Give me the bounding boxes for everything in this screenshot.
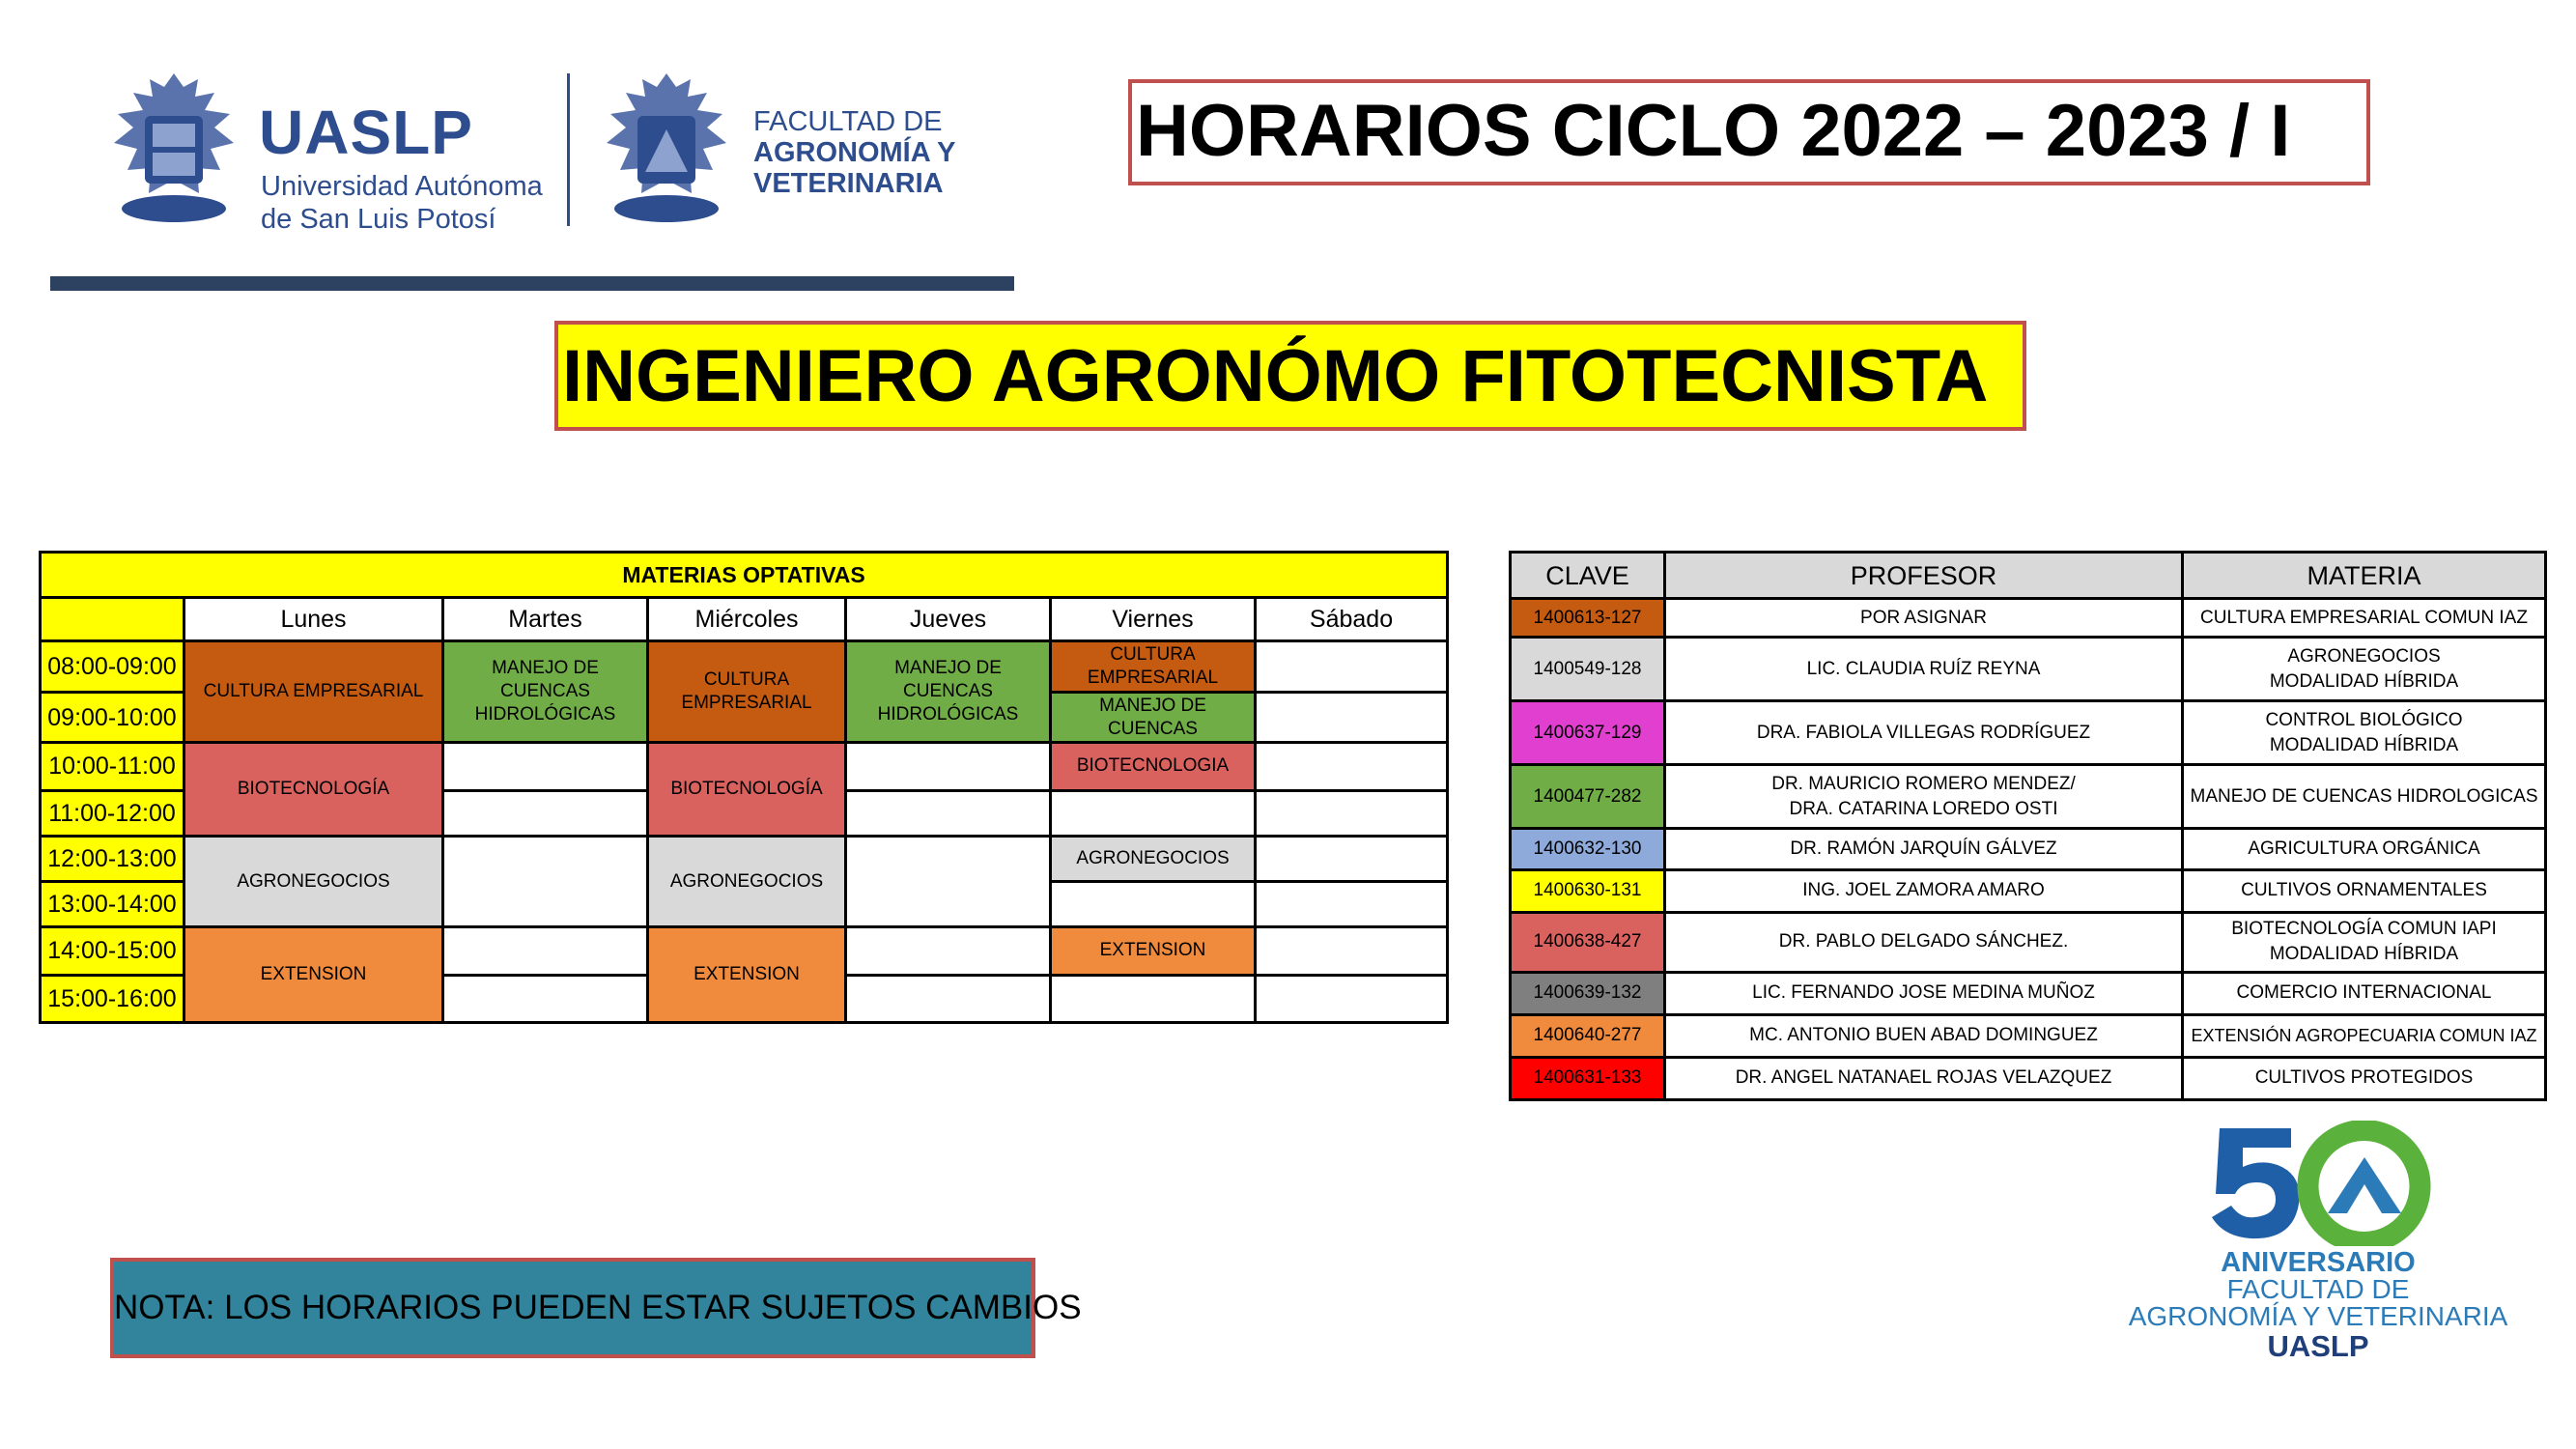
- legend-row: [1511, 1014, 2546, 1057]
- legend-materia: [2183, 912, 2546, 972]
- class-cell-cultura: CULTURA EMPRESARIAL: [1051, 641, 1256, 692]
- class-cell-agronegocios: AGRONEGOCIOS: [1051, 836, 1256, 881]
- time-slot: 10:00-11:00: [41, 743, 184, 790]
- empty-cell: [1256, 927, 1448, 975]
- legend-profesor: DRA. FABIOLA VILLEGAS RODRÍGUEZ: [1665, 701, 2183, 765]
- legend-profesor: ING. JOEL ZAMORA AMARO: [1665, 869, 2183, 912]
- day-header-sabado: Sábado: [1256, 598, 1448, 641]
- schedule-note: NOTA: LOS HORARIOS PUEDEN ESTAR SUJETOS CAMBIOS: [110, 1258, 1035, 1358]
- anniversary-50-icon: [2202, 1121, 2434, 1246]
- day-header-martes: Martes: [443, 598, 648, 641]
- uaslp-seal-icon: [106, 66, 241, 230]
- faculty-line2: AGRONOMÍA Y: [753, 137, 956, 168]
- logo-divider: [567, 73, 570, 226]
- time-slot: 14:00-15:00: [41, 927, 184, 975]
- class-cell-biotecnologia: BIOTECNOLOGÍA: [648, 743, 846, 837]
- day-header-lunes: Lunes: [184, 598, 443, 641]
- corner-cell: [41, 598, 184, 641]
- legend-row: [1511, 972, 2546, 1014]
- legend-materia-line2: MODALIDAD HÍBRIDA: [2269, 734, 2459, 755]
- legend-row: [1511, 912, 2546, 972]
- legend-header-materia: MATERIA: [2183, 553, 2546, 599]
- legend-clave: 1400631-133: [1511, 1057, 1665, 1099]
- time-slot: 09:00-10:00: [41, 692, 184, 742]
- legend-materia: CULTIVOS PROTEGIDOS: [2183, 1057, 2546, 1099]
- class-cell-extension: EXTENSION: [648, 927, 846, 1023]
- legend-materia-line1: AGRONEGOCIOS: [2287, 645, 2441, 667]
- legend-materia: [2183, 701, 2546, 765]
- legend-profesor: LIC. FERNANDO JOSE MEDINA MUÑOZ: [1665, 972, 2183, 1014]
- empty-cell: [443, 975, 648, 1022]
- cycle-title: HORARIOS CICLO 2022 – 2023 / I: [1128, 79, 2370, 185]
- class-cell-manejo: MANEJO DE CUENCAS: [1051, 692, 1256, 742]
- legend-profesor: LIC. CLAUDIA RUÍZ REYNA: [1665, 638, 2183, 701]
- legend-profesor: DR. RAMÓN JARQUÍN GÁLVEZ: [1665, 829, 2183, 869]
- legend-materia: EXTENSIÓN AGROPECUARIA COMUN IAZ: [2183, 1014, 2546, 1057]
- legend-profesor-line2: DRA. CATARINA LOREDO OSTI: [1789, 798, 2058, 819]
- legend-row: [1511, 765, 2546, 829]
- empty-cell: [1256, 975, 1448, 1022]
- legend-header-clave: CLAVE: [1511, 553, 1665, 599]
- legend-row: [1511, 599, 2546, 638]
- anniversary-line3: AGRONOMÍA Y VETERINARIA: [2128, 1301, 2508, 1331]
- time-slot: 15:00-16:00: [41, 975, 184, 1022]
- legend-header-profesor: PROFESOR: [1665, 553, 2183, 599]
- legend-profesor: DR. ANGEL NATANAEL ROJAS VELAZQUEZ: [1665, 1057, 2183, 1099]
- legend-clave: 1400637-129: [1511, 701, 1665, 765]
- empty-cell: [1051, 790, 1256, 836]
- legend-clave: 1400613-127: [1511, 599, 1665, 638]
- day-header-miercoles: Miércoles: [648, 598, 846, 641]
- legend-clave: 1400640-277: [1511, 1014, 1665, 1057]
- time-slot: 12:00-13:00: [41, 836, 184, 881]
- legend-materia-line2: MODALIDAD HÍBRIDA: [2269, 944, 2459, 965]
- anniversary-logo: [2115, 1121, 2521, 1372]
- legend-materia-line1: CONTROL BIOLÓGICO: [2265, 709, 2463, 730]
- legend-clave: 1400630-131: [1511, 869, 1665, 912]
- program-title: INGENIERO AGRONÓMO FITOTECNISTA: [554, 321, 2026, 431]
- day-header-viernes: Viernes: [1051, 598, 1256, 641]
- legend-materia: MANEJO DE CUENCAS HIDROLOGICAS: [2183, 765, 2546, 829]
- legend-table: [1509, 551, 2544, 1101]
- legend-materia: CULTURA EMPRESARIAL COMUN IAZ: [2183, 599, 2546, 638]
- anniversary-line4: UASLP: [2267, 1329, 2369, 1363]
- legend-profesor-line1: DR. MAURICIO ROMERO MENDEZ/: [1771, 773, 2076, 794]
- class-cell-cultura: CULTURA EMPRESARIAL: [648, 641, 846, 743]
- legend-row: [1511, 638, 2546, 701]
- legend-row: [1511, 829, 2546, 869]
- legend-materia: AGRICULTURA ORGÁNICA: [2183, 829, 2546, 869]
- university-line1: Universidad Autónoma: [261, 171, 543, 202]
- time-slot: 11:00-12:00: [41, 790, 184, 836]
- university-line2: de San Luis Potosí: [261, 204, 496, 235]
- legend-clave: 1400477-282: [1511, 765, 1665, 829]
- empty-cell: [1256, 836, 1448, 881]
- faculty-line1: FACULTAD DE: [753, 106, 943, 137]
- legend-materia-line2: MODALIDAD HÍBRIDA: [2269, 670, 2459, 692]
- legend-materia-line1: BIOTECNOLOGÍA COMUN IAPI: [2231, 919, 2497, 940]
- empty-cell: [846, 743, 1051, 790]
- empty-cell: [846, 790, 1051, 836]
- anniversary-line2: FACULTAD DE: [2226, 1274, 2410, 1304]
- faculty-logo: [594, 66, 1000, 240]
- legend-materia: COMERCIO INTERNACIONAL: [2183, 972, 2546, 1014]
- class-cell-manejo: MANEJO DE CUENCAS HIDROLÓGICAS: [846, 641, 1051, 743]
- legend-profesor: POR ASIGNAR: [1665, 599, 2183, 638]
- empty-cell: [443, 927, 648, 975]
- time-slot: 13:00-14:00: [41, 882, 184, 927]
- legend-clave: 1400549-128: [1511, 638, 1665, 701]
- legend-row: [1511, 701, 2546, 765]
- legend-materia: [2183, 638, 2546, 701]
- empty-cell: [1256, 743, 1448, 790]
- class-cell-cultura: CULTURA EMPRESARIAL: [184, 641, 443, 743]
- legend-clave: 1400632-130: [1511, 829, 1665, 869]
- schedule-table: [39, 551, 1446, 1024]
- schedule-header: MATERIAS OPTATIVAS: [41, 553, 1448, 598]
- empty-cell: [1256, 692, 1448, 742]
- empty-cell: [1051, 975, 1256, 1022]
- legend-row: [1511, 1057, 2546, 1099]
- legend-row: [1511, 869, 2546, 912]
- class-cell-extension: EXTENSION: [184, 927, 443, 1023]
- empty-cell: [443, 743, 648, 790]
- empty-cell: [846, 927, 1051, 975]
- legend-profesor: MC. ANTONIO BUEN ABAD DOMINGUEZ: [1665, 1014, 2183, 1057]
- university-name: UASLP: [259, 98, 473, 167]
- legend-profesor: DR. PABLO DELGADO SÁNCHEZ.: [1665, 912, 2183, 972]
- empty-cell: [846, 836, 1051, 927]
- faculty-line3: VETERINARIA: [753, 168, 944, 199]
- legend-profesor: [1665, 765, 2183, 829]
- legend-clave: 1400639-132: [1511, 972, 1665, 1014]
- legend-clave: 1400638-427: [1511, 912, 1665, 972]
- university-full-name: [261, 170, 543, 236]
- class-cell-biotecnologia: BIOTECNOLOGIA: [1051, 743, 1256, 790]
- time-slot: 08:00-09:00: [41, 641, 184, 692]
- class-cell-biotecnologia: BIOTECNOLOGÍA: [184, 743, 443, 837]
- class-cell-extension: EXTENSION: [1051, 927, 1256, 975]
- header-bar: [50, 276, 1014, 291]
- faculty-seal-icon: [599, 66, 734, 230]
- day-header-jueves: Jueves: [846, 598, 1051, 641]
- class-cell-agronegocios: AGRONEGOCIOS: [184, 836, 443, 927]
- empty-cell: [1256, 641, 1448, 692]
- class-cell-agronegocios: AGRONEGOCIOS: [648, 836, 846, 927]
- empty-cell: [443, 836, 648, 927]
- anniversary-line1: ANIVERSARIO: [2221, 1247, 2416, 1278]
- legend-materia: CULTIVOS ORNAMENTALES: [2183, 869, 2546, 912]
- empty-cell: [1256, 790, 1448, 836]
- empty-cell: [1256, 882, 1448, 927]
- empty-cell: [443, 790, 648, 836]
- empty-cell: [1051, 882, 1256, 927]
- empty-cell: [846, 975, 1051, 1022]
- uaslp-logo: [106, 66, 560, 240]
- class-cell-manejo: MANEJO DE CUENCAS HIDROLÓGICAS: [443, 641, 648, 743]
